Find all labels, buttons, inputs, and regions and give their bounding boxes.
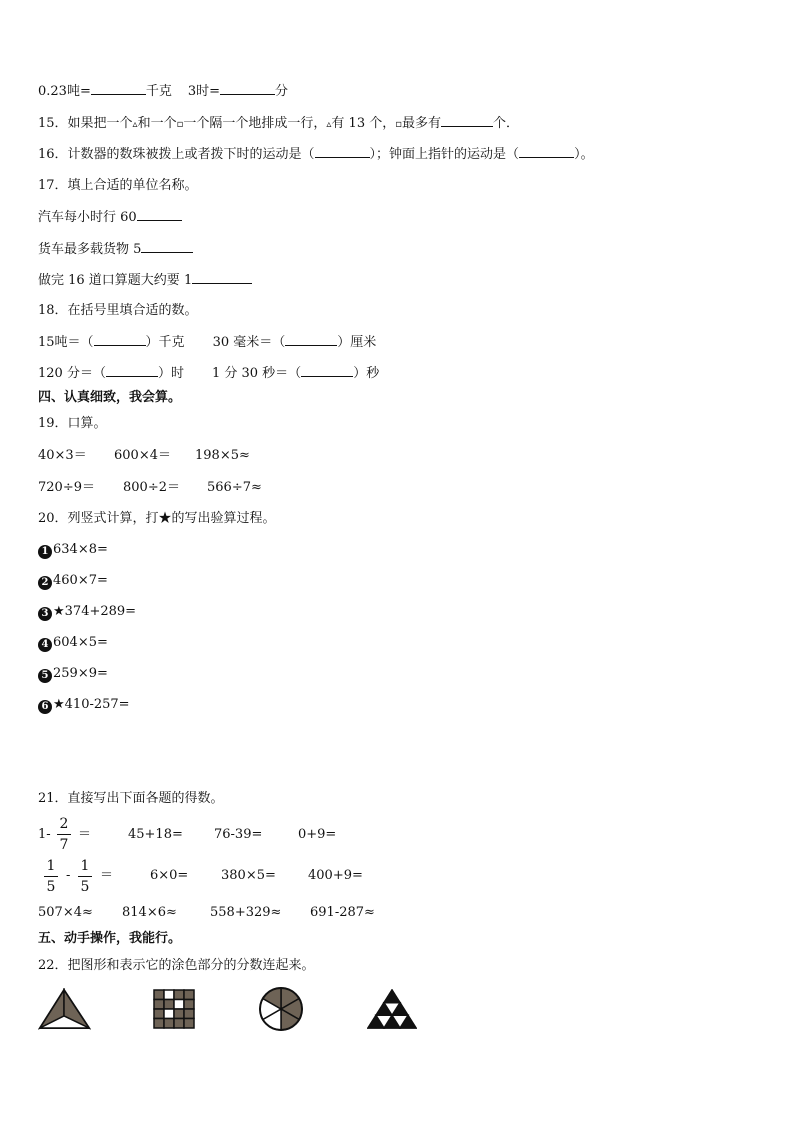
q16-text-c: ）。 bbox=[574, 147, 594, 162]
shaded-circle-figure[interactable] bbox=[257, 986, 305, 1032]
fraction-denominator: 7 bbox=[59, 837, 69, 853]
grid-cell bbox=[154, 1019, 164, 1029]
grid-cell bbox=[164, 1000, 174, 1010]
fraction-denominator: 5 bbox=[80, 879, 90, 895]
circled-number-icon: 5 bbox=[38, 669, 52, 683]
q19-r2-c3: 566÷7≈ bbox=[207, 480, 262, 495]
q15-text-d: 有 13 个， bbox=[331, 116, 396, 131]
q21-r2-c1: 6×0= bbox=[150, 868, 189, 883]
fraction-numerator: 1 bbox=[46, 858, 56, 874]
q21-r3-c4: 691-287≈ bbox=[310, 905, 375, 920]
q19-r2-c1: 720÷9＝ bbox=[38, 480, 95, 495]
circled-number-icon: 6 bbox=[38, 700, 52, 714]
q18-row1 bbox=[38, 333, 376, 352]
grid-cell bbox=[174, 1019, 184, 1029]
q17-line2 bbox=[38, 240, 193, 259]
q14-conversion-row bbox=[38, 82, 288, 101]
q16-question bbox=[38, 145, 594, 164]
q21-r1-c2: 76-39= bbox=[214, 827, 263, 842]
grid-cell bbox=[174, 1000, 184, 1010]
grid-cell bbox=[174, 990, 184, 1000]
answer-blank[interactable] bbox=[141, 240, 193, 253]
q20-item-text: 460×7= bbox=[53, 573, 108, 588]
fraction-bar bbox=[78, 876, 92, 877]
q18-r2b: ）时 bbox=[157, 366, 184, 381]
q21-r2-eq: ＝ bbox=[100, 868, 114, 883]
q17-line1 bbox=[38, 208, 182, 227]
q18-row2 bbox=[38, 364, 379, 383]
q15-question bbox=[38, 114, 519, 134]
q18-r1c: 30 毫米＝（ bbox=[212, 335, 286, 350]
q16-text-b: ）；钟面上指针的运动是（ bbox=[369, 147, 520, 162]
circled-number-icon: 2 bbox=[38, 576, 52, 590]
q19-r1-c1: 40×3＝ bbox=[38, 448, 87, 463]
q15-text-c: 一个隔一个地排成一行， bbox=[183, 116, 327, 131]
fraction-numerator: 1 bbox=[80, 858, 90, 874]
answer-blank[interactable] bbox=[91, 82, 146, 95]
q15-text-b: 和一个 bbox=[137, 116, 177, 131]
grid-cell bbox=[154, 990, 164, 1000]
grid-cell bbox=[154, 1000, 164, 1010]
q20-title: 20．列竖式计算，打★的写出验算过程。 bbox=[38, 511, 276, 526]
q20-item bbox=[38, 665, 108, 683]
q19-r2-c2: 800÷2＝ bbox=[123, 480, 180, 495]
q18-r1b: ）千克 bbox=[145, 335, 185, 350]
triangle-icon: ▵ bbox=[132, 119, 138, 130]
q18-r2d: ）秒 bbox=[353, 366, 380, 381]
answer-blank[interactable] bbox=[192, 271, 252, 284]
q20-item bbox=[38, 696, 130, 714]
circled-number-icon: 3 bbox=[38, 607, 52, 621]
grid-cell bbox=[164, 990, 174, 1000]
answer-blank[interactable] bbox=[137, 208, 182, 221]
answer-blank[interactable] bbox=[285, 333, 337, 346]
q19-title: 19．口算。 bbox=[38, 416, 107, 431]
section-4-heading: 四、认真细致，我会算。 bbox=[38, 390, 182, 405]
q21-r1-c3: 0+9= bbox=[298, 827, 337, 842]
shaded-triangle-figure[interactable] bbox=[38, 988, 92, 1030]
q21-r2-minus: - bbox=[66, 868, 71, 883]
q21-r2-c2: 380×5= bbox=[221, 868, 276, 883]
shaded-subdivided-triangle-figure[interactable] bbox=[367, 989, 417, 1029]
q20-item-text: 634×8= bbox=[53, 542, 108, 557]
fraction-1-5 bbox=[78, 857, 92, 896]
q17-line1-text: 汽车每小时行 60 bbox=[38, 210, 137, 225]
answer-blank[interactable] bbox=[441, 114, 493, 127]
fraction-2-7 bbox=[57, 815, 71, 854]
q21-r1-prefix: 1- bbox=[38, 827, 51, 842]
square-icon: ▫ bbox=[395, 119, 403, 130]
q16-text-a: 16．计数器的数珠被拨上或者拨下时的运动是（ bbox=[38, 147, 315, 162]
grid-cell bbox=[184, 1000, 194, 1010]
shaded-grid-figure[interactable] bbox=[153, 989, 195, 1029]
grid-cell bbox=[154, 1009, 164, 1019]
fraction-bar bbox=[44, 876, 58, 877]
answer-blank[interactable] bbox=[94, 333, 146, 346]
q21-r1-c1: 45+18= bbox=[128, 827, 183, 842]
section-5-heading: 五、动手操作，我能行。 bbox=[38, 931, 182, 946]
answer-blank[interactable] bbox=[106, 364, 158, 377]
q21-title: 21．直接写出下面各题的得数。 bbox=[38, 791, 224, 806]
q21-r3-c1: 507×4≈ bbox=[38, 905, 93, 920]
q20-item bbox=[38, 572, 108, 590]
q17-line3-text: 做完 16 道口算题大约要 1 bbox=[38, 273, 193, 288]
q20-item-text: ★410-257= bbox=[53, 697, 130, 712]
q18-r2a: 120 分＝（ bbox=[38, 366, 106, 381]
q18-r1d: ）厘米 bbox=[337, 335, 377, 350]
q15-text-e: 最多有 bbox=[402, 116, 442, 131]
q20-item bbox=[38, 634, 108, 652]
grid-cell bbox=[184, 1009, 194, 1019]
circled-number-icon: 4 bbox=[38, 638, 52, 652]
square-icon: ▫ bbox=[176, 119, 184, 130]
fraction-bar bbox=[57, 834, 71, 835]
q14-part1: 0.23吨= bbox=[38, 84, 91, 99]
q20-item bbox=[38, 603, 136, 621]
q18-r1a: 15吨＝（ bbox=[38, 335, 94, 350]
q15-text-f: 个． bbox=[493, 116, 520, 131]
grid-cell bbox=[184, 990, 194, 1000]
q21-r3-c2: 814×6≈ bbox=[122, 905, 177, 920]
fraction-numerator: 2 bbox=[59, 816, 69, 832]
q17-line3 bbox=[38, 271, 252, 290]
q20-item-text: ★374+289= bbox=[53, 604, 137, 619]
grid-cell bbox=[174, 1009, 184, 1019]
fraction-denominator: 5 bbox=[46, 879, 56, 895]
q15-text-a: 15．如果把一个 bbox=[38, 116, 133, 131]
q18-title: 18．在括号里填合适的数。 bbox=[38, 303, 198, 318]
triangle-icon: ▵ bbox=[326, 119, 332, 130]
answer-blank[interactable] bbox=[301, 364, 353, 377]
answer-blank[interactable] bbox=[519, 145, 574, 158]
q22-title: 22．把图形和表示它的涂色部分的分数连起来。 bbox=[38, 958, 315, 973]
answer-blank[interactable] bbox=[220, 82, 275, 95]
q20-item-text: 604×5= bbox=[53, 635, 108, 650]
q14-unit2: 分 bbox=[275, 84, 289, 99]
q20-item bbox=[38, 541, 108, 559]
grid-cell bbox=[164, 1019, 174, 1029]
q14-part2: 3时= bbox=[187, 84, 221, 99]
grid-cell bbox=[164, 1009, 174, 1019]
q18-r2c: 1 分 30 秒＝（ bbox=[211, 366, 302, 381]
q19-r1-c2: 600×4＝ bbox=[114, 448, 171, 463]
shaded-part bbox=[384, 990, 400, 1003]
q14-unit1: 千克 bbox=[145, 84, 172, 99]
circled-number-icon: 1 bbox=[38, 545, 52, 559]
fraction-1-5 bbox=[44, 857, 58, 896]
q21-r1-eq: ＝ bbox=[78, 827, 92, 842]
q21-r3-c3: 558+329≈ bbox=[210, 905, 282, 920]
answer-blank[interactable] bbox=[315, 145, 370, 158]
q21-r2-c3: 400+9= bbox=[308, 868, 363, 883]
grid-cell bbox=[184, 1019, 194, 1029]
q20-item-text: 259×9= bbox=[53, 666, 108, 681]
q17-line2-text: 货车最多载货物 5 bbox=[38, 242, 142, 257]
q19-r1-c3: 198×5≈ bbox=[195, 448, 250, 463]
q17-title: 17．填上合适的单位名称。 bbox=[38, 178, 198, 193]
